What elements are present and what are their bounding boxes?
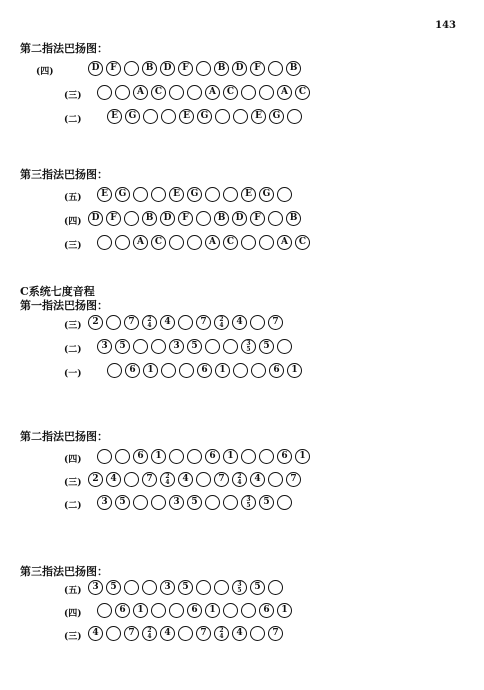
note-button: 3 5 <box>241 495 256 510</box>
empty-button <box>268 580 283 595</box>
empty-button <box>106 626 121 641</box>
empty-button <box>124 472 139 487</box>
note-button: 6 <box>205 449 220 464</box>
empty-button <box>233 109 248 124</box>
row-label: (五) <box>64 586 82 596</box>
note-button: 5 <box>115 339 130 354</box>
empty-button <box>151 495 166 510</box>
empty-button <box>169 85 184 100</box>
empty-button <box>277 339 292 354</box>
empty-button <box>106 315 121 330</box>
section-heading: 第三指法巴扬图： <box>20 168 108 181</box>
note-button: 4 <box>88 626 103 641</box>
empty-button <box>241 235 256 250</box>
row-label: (三) <box>64 91 82 101</box>
section-heading: 第二指法巴扬图： <box>20 42 108 55</box>
note-button: D <box>88 211 103 226</box>
note-button: B <box>214 211 229 226</box>
note-button: G <box>197 109 212 124</box>
note-button: E <box>251 109 266 124</box>
note-button: C <box>295 85 310 100</box>
note-button: F <box>106 61 121 76</box>
empty-button <box>169 449 184 464</box>
empty-button <box>205 187 220 202</box>
empty-button <box>196 211 211 226</box>
note-button: 4 <box>232 315 247 330</box>
note-button: 7 <box>268 315 283 330</box>
note-button: B <box>286 211 301 226</box>
note-button: E <box>107 109 122 124</box>
note-button: G <box>125 109 140 124</box>
note-button: 2 4 <box>232 472 247 487</box>
note-button: C <box>151 235 166 250</box>
note-button: G <box>187 187 202 202</box>
empty-button <box>187 235 202 250</box>
note-button: B <box>214 61 229 76</box>
note-button: F <box>178 211 193 226</box>
note-button: 5 <box>178 580 193 595</box>
note-button: 6 <box>197 363 212 378</box>
empty-button <box>259 235 274 250</box>
empty-button <box>223 187 238 202</box>
note-button: 7 <box>142 472 157 487</box>
note-button: F <box>250 211 265 226</box>
note-button: E <box>179 109 194 124</box>
note-button: D <box>88 61 103 76</box>
note-button: D <box>160 211 175 226</box>
note-button: 2 <box>88 472 103 487</box>
empty-button <box>178 315 193 330</box>
note-button: A <box>277 235 292 250</box>
empty-button <box>97 449 112 464</box>
note-button: E <box>169 187 184 202</box>
empty-button <box>215 109 230 124</box>
empty-button <box>178 626 193 641</box>
note-button: 4 <box>232 626 247 641</box>
section-heading: 第一指法巴扬图： <box>20 299 108 312</box>
note-button: 2 4 <box>214 626 229 641</box>
note-button: 7 <box>286 472 301 487</box>
note-button: 3 <box>169 339 184 354</box>
note-button: 4 <box>250 472 265 487</box>
note-button: G <box>269 109 284 124</box>
note-button: C <box>223 235 238 250</box>
note-button: A <box>205 85 220 100</box>
note-button: B <box>142 61 157 76</box>
note-button: 5 <box>259 339 274 354</box>
note-button: G <box>115 187 130 202</box>
note-button: 5 <box>187 339 202 354</box>
empty-button <box>151 339 166 354</box>
empty-button <box>143 109 158 124</box>
row-label: (五) <box>64 193 82 203</box>
empty-button <box>107 363 122 378</box>
row-label: (二) <box>64 115 82 125</box>
note-button: 3 5 <box>232 580 247 595</box>
empty-button <box>97 85 112 100</box>
note-button: C <box>151 85 166 100</box>
note-button: D <box>160 61 175 76</box>
empty-button <box>277 495 292 510</box>
note-button: 6 <box>125 363 140 378</box>
note-button: A <box>133 235 148 250</box>
empty-button <box>223 339 238 354</box>
note-button: 1 <box>223 449 238 464</box>
empty-button <box>151 187 166 202</box>
note-button: 3 5 <box>241 339 256 354</box>
empty-button <box>169 603 184 618</box>
note-button: C <box>223 85 238 100</box>
empty-button <box>115 235 130 250</box>
empty-button <box>259 85 274 100</box>
note-button: B <box>286 61 301 76</box>
note-button: 1 <box>151 449 166 464</box>
note-button: 3 <box>169 495 184 510</box>
empty-button <box>223 603 238 618</box>
note-button: 7 <box>124 626 139 641</box>
empty-button <box>250 315 265 330</box>
note-button: 6 <box>269 363 284 378</box>
note-button: 6 <box>115 603 130 618</box>
note-button: 1 <box>277 603 292 618</box>
empty-button <box>277 187 292 202</box>
note-button: A <box>205 235 220 250</box>
note-button: 4 <box>106 472 121 487</box>
note-button: E <box>241 187 256 202</box>
row-label: (四) <box>64 217 82 227</box>
note-button: B <box>142 211 157 226</box>
note-button: 4 <box>160 626 175 641</box>
empty-button <box>205 339 220 354</box>
note-button: 5 <box>259 495 274 510</box>
row-label: (四) <box>64 609 82 619</box>
row-label: (三) <box>64 478 82 488</box>
empty-button <box>241 449 256 464</box>
note-button: 1 <box>205 603 220 618</box>
empty-button <box>223 495 238 510</box>
section-title: C系统七度音程 <box>20 285 95 298</box>
note-button: D <box>232 61 247 76</box>
empty-button <box>196 580 211 595</box>
empty-button <box>233 363 248 378</box>
note-button: 3 <box>97 495 112 510</box>
note-button: 7 <box>196 626 211 641</box>
note-button: C <box>295 235 310 250</box>
note-button: 5 <box>187 495 202 510</box>
note-button: D <box>232 211 247 226</box>
empty-button <box>214 580 229 595</box>
note-button: G <box>259 187 274 202</box>
note-button: 2 4 <box>142 626 157 641</box>
empty-button <box>124 580 139 595</box>
note-button: 1 <box>143 363 158 378</box>
row-label: (二) <box>64 501 82 511</box>
note-button: 6 <box>187 603 202 618</box>
row-label: (三) <box>64 632 82 642</box>
note-button: 2 <box>88 315 103 330</box>
row-label: (二) <box>64 345 82 355</box>
empty-button <box>268 211 283 226</box>
empty-button <box>259 449 274 464</box>
empty-button <box>250 626 265 641</box>
note-button: 7 <box>268 626 283 641</box>
empty-button <box>124 61 139 76</box>
note-button: 1 <box>295 449 310 464</box>
empty-button <box>133 339 148 354</box>
note-button: 1 <box>287 363 302 378</box>
note-button: 3 <box>88 580 103 595</box>
row-label: (三) <box>64 241 82 251</box>
empty-button <box>187 85 202 100</box>
empty-button <box>169 235 184 250</box>
note-button: 3 <box>160 580 175 595</box>
empty-button <box>151 603 166 618</box>
note-button: 3 <box>97 339 112 354</box>
empty-button <box>205 495 220 510</box>
note-button: A <box>133 85 148 100</box>
note-button: 6 <box>277 449 292 464</box>
note-button: 2 4 <box>160 472 175 487</box>
empty-button <box>287 109 302 124</box>
empty-button <box>115 449 130 464</box>
empty-button <box>241 85 256 100</box>
empty-button <box>161 109 176 124</box>
empty-button <box>97 235 112 250</box>
empty-button <box>97 603 112 618</box>
note-button: E <box>97 187 112 202</box>
row-label: (三) <box>64 321 82 331</box>
empty-button <box>196 472 211 487</box>
note-button: 5 <box>115 495 130 510</box>
note-button: 2 4 <box>214 315 229 330</box>
note-button: 1 <box>133 603 148 618</box>
note-button: 5 <box>106 580 121 595</box>
empty-button <box>251 363 266 378</box>
note-button: 6 <box>133 449 148 464</box>
empty-button <box>187 449 202 464</box>
note-button: 2 4 <box>142 315 157 330</box>
note-button: 7 <box>214 472 229 487</box>
note-button: F <box>106 211 121 226</box>
section-heading: 第二指法巴扬图： <box>20 430 108 443</box>
empty-button <box>142 580 157 595</box>
note-button: 1 <box>215 363 230 378</box>
note-button: 7 <box>124 315 139 330</box>
note-button: A <box>277 85 292 100</box>
empty-button <box>268 472 283 487</box>
row-label: (四) <box>64 455 82 465</box>
empty-button <box>179 363 194 378</box>
empty-button <box>268 61 283 76</box>
note-button: 7 <box>196 315 211 330</box>
section-heading: 第三指法巴扬图： <box>20 565 108 578</box>
note-button: 4 <box>178 472 193 487</box>
empty-button <box>124 211 139 226</box>
page-number: 143 <box>435 20 456 31</box>
empty-button <box>161 363 176 378</box>
empty-button <box>133 187 148 202</box>
empty-button <box>196 61 211 76</box>
row-label: (四) <box>36 67 54 77</box>
empty-button <box>133 495 148 510</box>
note-button: 5 <box>250 580 265 595</box>
empty-button <box>241 603 256 618</box>
note-button: 4 <box>160 315 175 330</box>
row-label: (一) <box>64 369 82 379</box>
empty-button <box>115 85 130 100</box>
note-button: F <box>250 61 265 76</box>
note-button: F <box>178 61 193 76</box>
note-button: 6 <box>259 603 274 618</box>
